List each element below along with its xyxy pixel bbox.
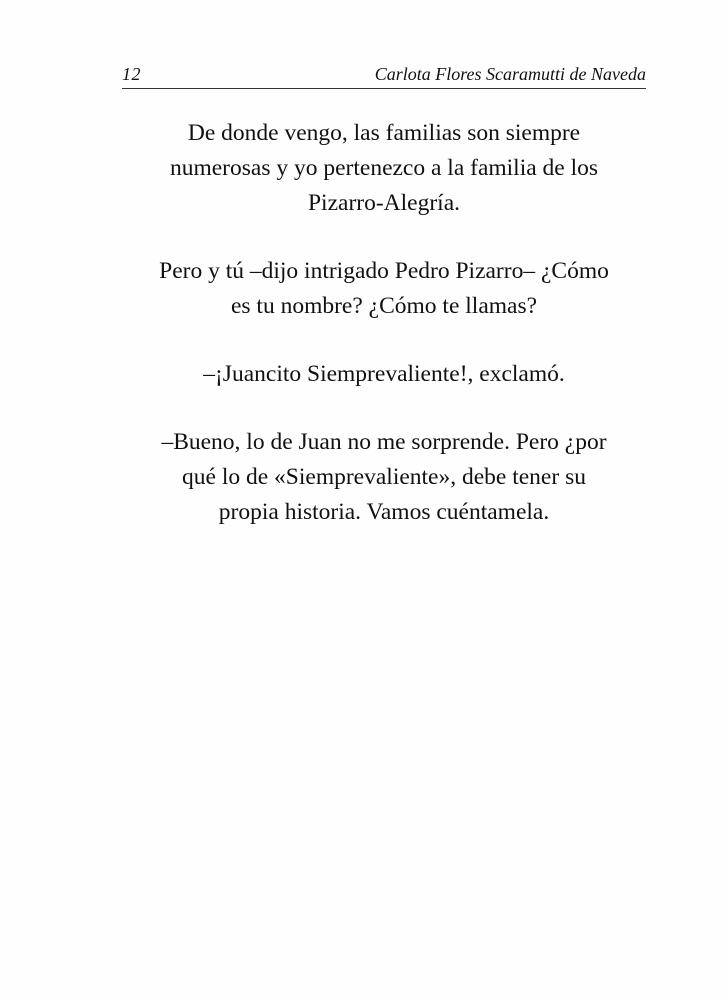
text-line: –Bueno, lo de Juan no me sorprende. Pero ¿por — [161, 429, 607, 455]
running-head-author: Carlota Flores Scaramutti de Naveda — [374, 64, 646, 84]
text-line: –¡Juancito Siemprevaliente!, exclamó. — [203, 361, 565, 387]
text-line: qué lo de «Siemprevaliente», debe tener su — [182, 464, 586, 490]
text-line: Pero y tú –dijo intrigado Pedro Pizarro– ¿Cómo — [159, 258, 609, 284]
paragraph-reply — [110, 425, 658, 530]
paragraph-question — [110, 254, 658, 324]
text-line: Pizarro-Alegría. — [307, 190, 461, 216]
paragraph-origin — [110, 116, 658, 221]
text-line: numerosas y yo pertenezco a la familia de los — [169, 155, 599, 181]
paragraph-exclamation — [110, 357, 658, 392]
text-line: De donde vengo, las familias son siempre — [187, 120, 581, 146]
page-header — [122, 62, 646, 89]
text-line: es tu nombre? ¿Cómo te llamas? — [230, 293, 538, 319]
body-text — [110, 116, 658, 563]
page-number: 12 — [122, 64, 141, 84]
text-line: propia historia. Vamos cuéntamela. — [218, 499, 550, 525]
